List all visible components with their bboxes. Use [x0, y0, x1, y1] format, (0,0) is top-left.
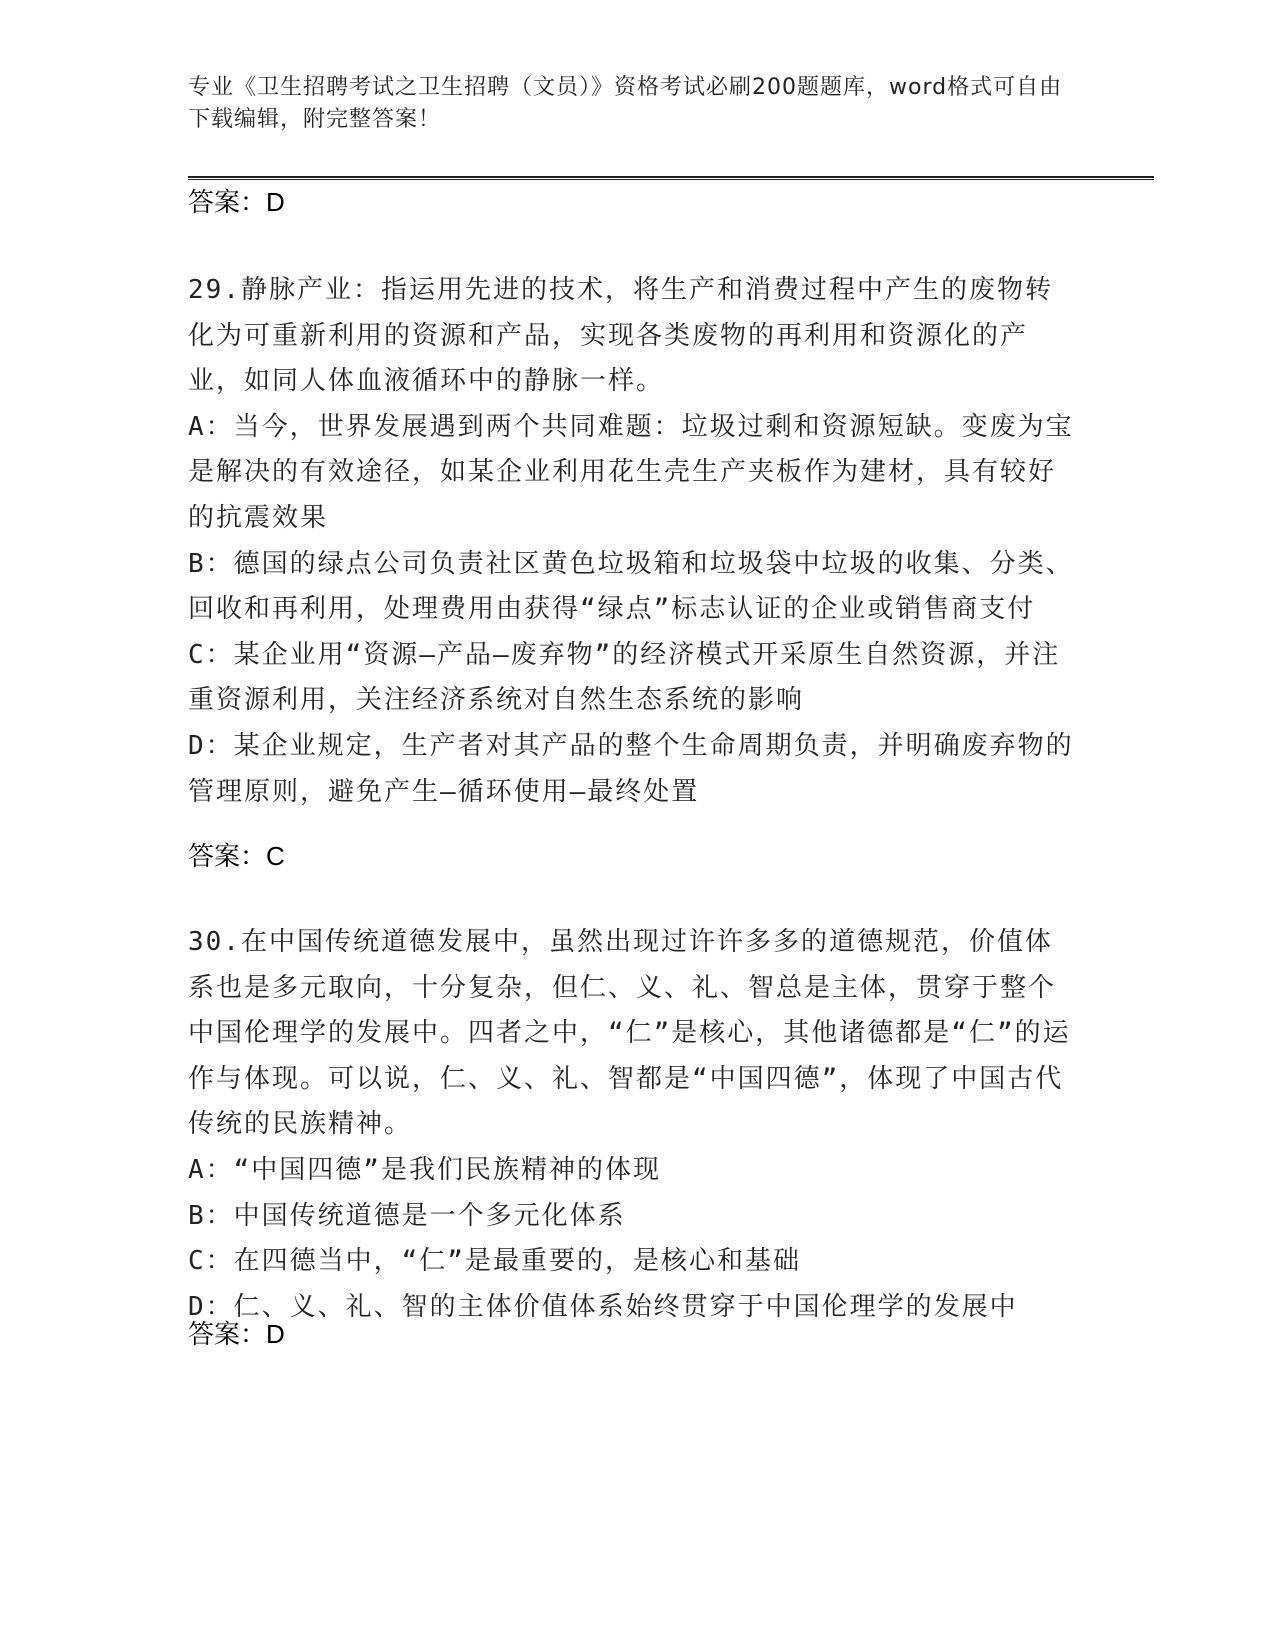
question-30-option-a: A：“中国四德”是我们民族精神的体现: [188, 1154, 661, 1185]
question-29: [188, 268, 1078, 815]
document-header: 专业《卫生招聘考试之卫生招聘（文员）》资格考试必刷200题题库，word格式可自由下载编辑，附完整答案！: [188, 75, 1063, 132]
question-29-option-d: D：某企业规定，生产者对其产品的整个生命周期负责，并明确废弃物的管理原则，避免产生—循环使用—最终处置: [188, 730, 1074, 807]
question-29-option-b: B：德国的绿点公司负责社区黄色垃圾箱和垃圾袋中垃圾的收集、分类、回收和再利用，处理费用由获得“绿点”标志认证的企业或销售商支付: [188, 548, 1074, 625]
question-30-answer: 答案：D: [188, 1319, 285, 1349]
question-30-option-b: B：中国传统道德是一个多元化体系: [188, 1200, 626, 1231]
question-29-option-a: A：当今，世界发展遇到两个共同难题：垃圾过剩和资源短缺。变废为宝是解决的有效途径，如某企业利用花生壳生产夹板作为建材，具有较好的抗震效果: [188, 411, 1074, 533]
question-30-option-c: C：在四德当中，“仁”是最重要的，是核心和基础: [188, 1246, 801, 1277]
question-30-option-d: D：仁、义、礼、智的主体价值体系始终贯穿于中国伦理学的发展中: [188, 1291, 1018, 1322]
question-29-option-c: C：某企业用“资源—产品—废弃物”的经济模式开采原生自然资源，并注重资源利用，关注经济系统对自然生态系统的影响: [188, 639, 1061, 716]
question-29-answer: 答案：C: [188, 841, 285, 871]
question-30: [188, 920, 1078, 1330]
header-divider: [188, 176, 1154, 180]
question-29-stem: 29.静脉产业：指运用先进的技术，将生产和消费过程中产生的废物转化为可重新利用的资源和产品，实现各类废物的再利用和资源化的产业，如同人体血液循环中的静脉一样。: [188, 275, 1053, 397]
question-30-stem: 30.在中国传统道德发展中，虽然出现过许许多多的道德规范，价值体系也是多元取向，十分复杂，但仁、义、礼、智总是主体，贯穿于整个中国伦理学的发展中。四者之中，“仁”是核心，其他诸德都是“仁”的运作与体现。可以说，仁、义、礼、智都是“中国四德”，体现了中国古代传统的民族精神。: [188, 927, 1071, 1140]
previous-answer: 答案：D: [188, 187, 285, 217]
